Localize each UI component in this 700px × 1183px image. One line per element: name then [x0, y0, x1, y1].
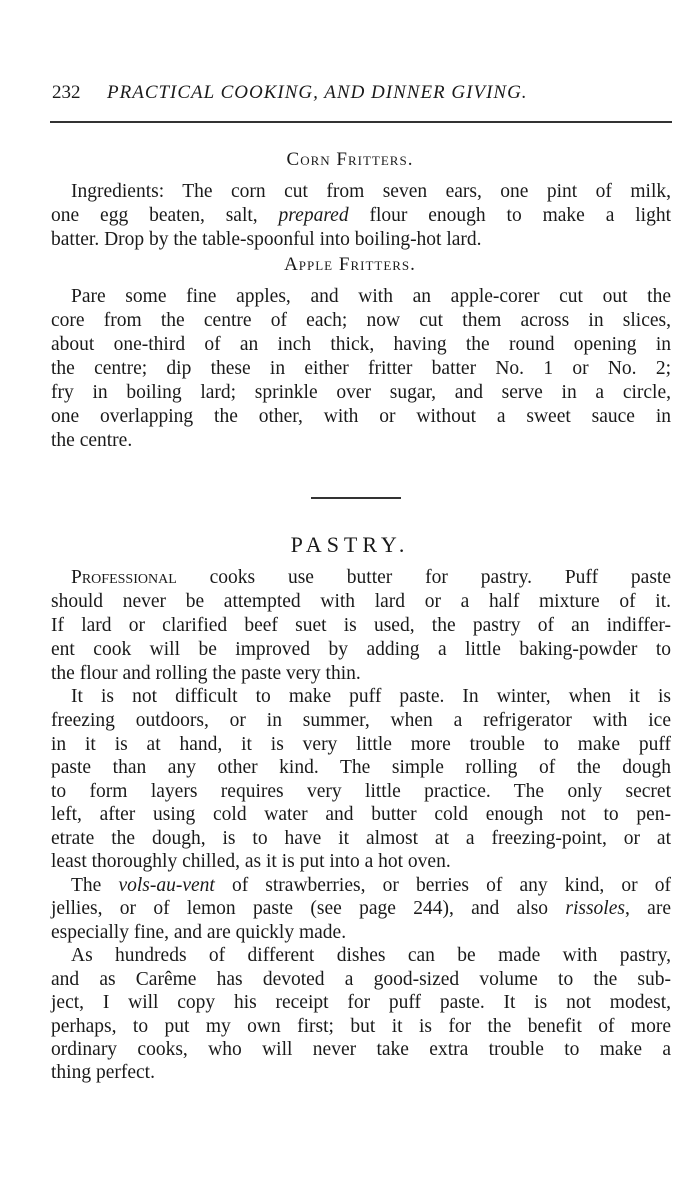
text-line: core from the centre of each; now cut them across in slices,: [51, 310, 671, 331]
text-line: about one-third of an inch thick, having the round opening in: [51, 334, 671, 355]
text: of strawberries, or berries of any kind, or of: [214, 875, 671, 896]
italic-text: prepared: [278, 205, 349, 226]
text-line: left, after using cold water and butter cold enough not to pen-: [51, 804, 671, 825]
text-line: ent cook will be improved by adding a little baking-powder to: [51, 639, 671, 660]
text-line: in it is at hand, it is very little more trouble to make puff: [51, 734, 671, 755]
text-line: Ingredients: The corn cut from seven ears, one pint of milk,: [71, 181, 671, 202]
text-line: one overlapping the other, with or without a sweet sauce in: [51, 406, 671, 427]
italic-text: vols-au-vent: [118, 875, 215, 896]
text: The: [71, 875, 119, 896]
text-line: especially fine, and are quickly made.: [51, 922, 347, 943]
heading-apple-fritters: Apple Fritters.: [284, 254, 416, 275]
text-line: thing perfect.: [51, 1062, 155, 1083]
text-line: should never be attempted with lard or a half mixture of it.: [51, 591, 671, 612]
header-rule: [50, 121, 672, 123]
text-line: ordinary cooks, who will never take extra trouble to make a: [51, 1039, 671, 1060]
text-line: If lard or clarified beef suet is used, the pastry of an indiffer-: [51, 615, 671, 636]
text-line: freezing outdoors, or in summer, when a refrigerator with ice: [51, 710, 671, 731]
small-caps-text: Professional: [71, 567, 177, 588]
text-line: perhaps, to put my own first; but it is for the benefit of more: [51, 1016, 671, 1037]
running-title: PRACTICAL COOKING, AND DINNER GIVING.: [107, 82, 528, 103]
text-line: the centre.: [51, 430, 133, 451]
text-line: Pare some fine apples, and with an apple-corer cut out the: [71, 286, 671, 307]
text-line: As hundreds of different dishes can be made with pastry,: [71, 945, 671, 966]
text-line: [51, 897, 671, 921]
text-line: paste than any other kind. The simple rolling of the dough: [51, 757, 671, 778]
heading-corn-fritters: Corn Fritters.: [286, 149, 414, 170]
text: one egg beaten, salt,: [51, 205, 279, 226]
italic-text: rissoles: [565, 898, 625, 919]
text-line: [51, 566, 671, 590]
text-line: the centre; dip these in either fritter batter No. 1 or No. 2;: [51, 358, 671, 379]
text: flour enough to make a light: [348, 205, 671, 226]
text: jellies, or of lemon paste (see page 244), and also: [51, 898, 566, 919]
section-divider: [311, 497, 401, 499]
text-line: fry in boiling lard; sprinkle over sugar, and serve in a circle,: [51, 382, 671, 403]
text-line: and as Carême has devoted a good-sized volume to the sub-: [51, 969, 671, 990]
text-line: etrate the dough, is to have it almost at a freezing-point, or at: [51, 828, 671, 849]
heading-pastry: PASTRY.: [290, 532, 410, 557]
text-line: the flour and rolling the paste very thin.: [51, 663, 361, 684]
text-line: [51, 874, 671, 898]
text-line: to form layers requires very little practice. The only secret: [51, 781, 671, 802]
text-line: ject, I will copy his receipt for puff paste. It is not modest,: [51, 992, 671, 1013]
text: cooks use butter for pastry. Puff paste: [176, 567, 671, 588]
text: , are: [624, 898, 671, 919]
text-line: It is not difficult to make puff paste. In winter, when it is: [71, 686, 671, 707]
page-number: 232: [52, 82, 81, 103]
text-line: [51, 204, 671, 228]
text-line: batter. Drop by the table-spoonful into boiling-hot lard.: [51, 229, 482, 250]
text-line: least thoroughly chilled, as it is put into a hot oven.: [51, 851, 451, 872]
